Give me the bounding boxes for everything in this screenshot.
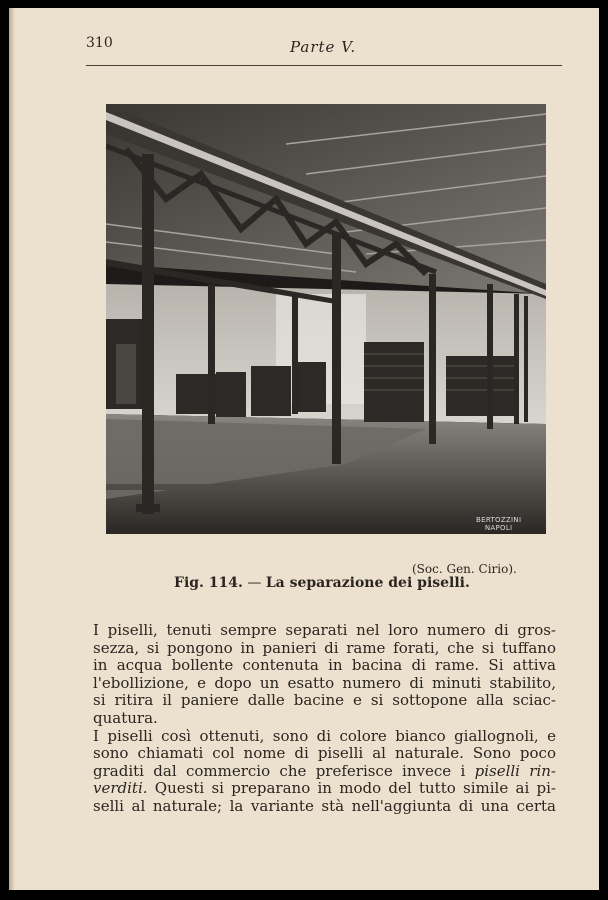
paragraph-1 [78,622,556,728]
paragraph-2 [78,728,556,816]
caption-label: Fig. 114. [174,575,243,591]
running-header: Parte V. [290,38,357,56]
page-edge-shadow [9,8,15,890]
header-rule [86,65,562,66]
text-line: I piselli, tenuti sempre separati nel loro numero di gros- [93,621,556,639]
figure-caption [174,575,470,591]
text-line: I piselli così ottenuti, sono di colore bianco giallognoli, e [93,726,556,745]
caption-text: La separazione dei piselli. [265,575,470,591]
body-text [78,622,556,816]
text-line: quatura. [93,708,158,727]
text-line [78,780,556,798]
figure-credit: (Soc. Gen. Cirio). [412,562,517,576]
factory-interior-illustration [106,104,546,534]
text-fragment: graditi dal commercio che preferisce invece i [93,761,475,780]
text-fragment: Questi si preparano in modo del tutto simile ai pi- [147,779,556,798]
text-line: l'ebollizione, e dopo un esatto numero di minuti stabilito, [93,673,556,692]
page-number: 310 [86,35,113,51]
stamp-line-1: BERTOZZINI [476,516,522,524]
italic-term: verditi. [93,779,148,798]
text-line: in acqua bollente contenuta in bacina di rame. Si attiva [93,656,556,675]
text-line: selli al naturale; la variante stà nell'aggiunta di una certa [93,796,556,815]
photographer-stamp [476,516,521,532]
caption-dash: — [242,575,266,591]
text-line: sono chiamati col nome di piselli al naturale. Sono poco [93,744,556,763]
stamp-line-2: NAPOLI [484,524,513,532]
figure-photograph [106,104,546,534]
italic-term: piselli rin- [474,761,556,780]
text-line: si ritira il paniere dalle bacine e si sottopone alla sciac- [93,691,556,710]
text-line: sezza, si pongono in panieri di rame forati, che si tuffano [93,638,556,657]
text-line [78,763,556,781]
